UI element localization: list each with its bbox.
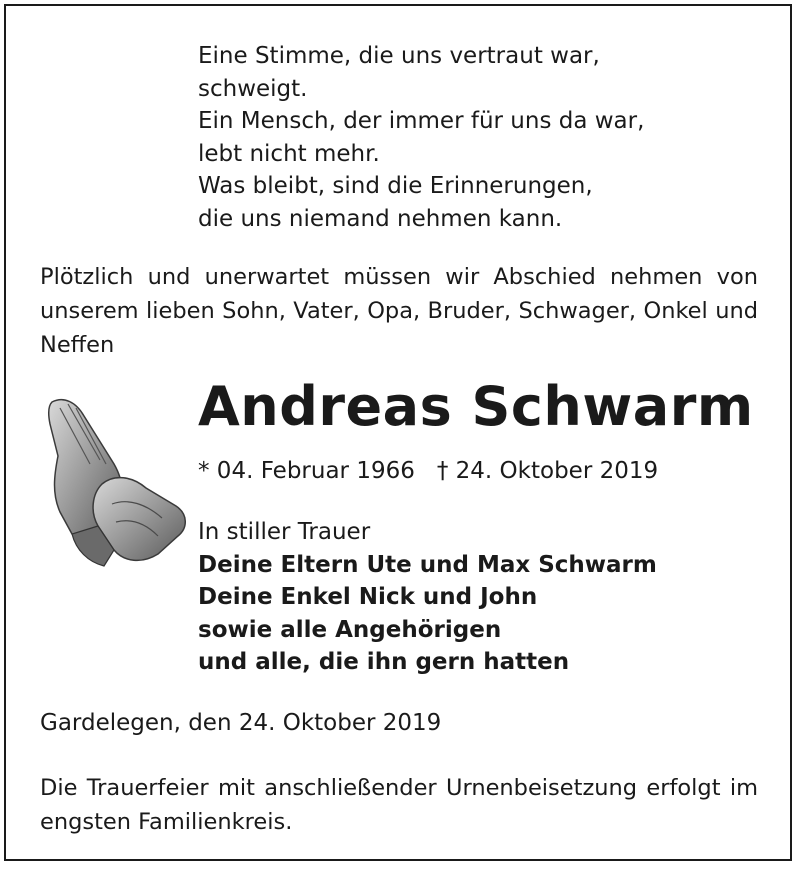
poem-line: Was bleibt, sind die Erinnerungen, (198, 173, 593, 200)
poem-line: schweigt. (198, 75, 308, 102)
poem-line: Eine Stimme, die uns vertraut war, (198, 43, 600, 69)
poem (198, 40, 644, 236)
death-date: † 24. Oktober 2019 (436, 458, 659, 484)
poem-line: die uns niemand nehmen kann. (198, 205, 563, 232)
deceased-name: Andreas Schwarm (198, 375, 754, 438)
praying-hands-icon (42, 394, 192, 569)
poem-line: lebt nicht mehr. (198, 140, 380, 167)
poem-line: Ein Mensch, der immer für uns da war, (198, 108, 645, 135)
life-dates (198, 454, 658, 488)
birth-date: * 04. Februar 1966 (198, 458, 415, 484)
place-date: Gardelegen, den 24. Oktober 2019 (40, 710, 442, 736)
notice-frame (4, 4, 792, 861)
funeral-note: Die Trauerfeier mit anschließender Urnenbeisetzung erfolgt im engsten Familienkreis. (40, 775, 758, 835)
mourner-line: und alle, die ihn gern hatten (198, 649, 570, 675)
mourner-line: Deine Eltern Ute und Max Schwarm (198, 551, 657, 578)
mourners-heading: In stiller Trauer (198, 519, 371, 545)
mourners-list (198, 516, 657, 679)
mourner-line: Deine Enkel Nick und John (198, 584, 538, 610)
intro-text: Plötzlich und unerwartet müssen wir Abschied nehmen von unserem lieben Sohn, Vater, Opa, Bruder, Schwager, Onkel und Neffen (40, 264, 758, 358)
mourner-line: sowie alle Angehörigen (198, 616, 502, 643)
